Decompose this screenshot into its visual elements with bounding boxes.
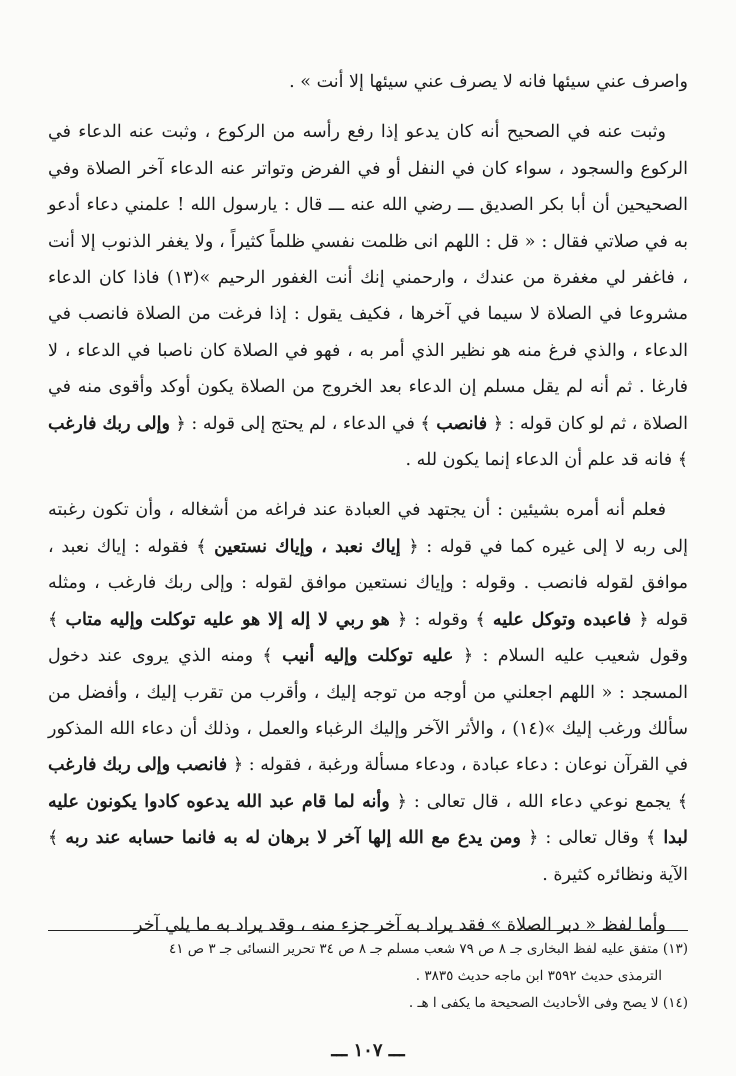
page-body <box>48 64 688 943</box>
text-line: يارسول الله ! علمني دعاء أدعو به في صلاتي فقال : « قل : اللهم انى ظلمت <box>48 195 688 252</box>
text-line: ﴾ في الدعاء ، لم يحتج إلى قوله : ﴿ <box>175 413 431 434</box>
footnote-14: (١٤) لا يصح وفى الأحاديث الصحيحة ما يكفى ا هـ . <box>408 995 688 1011</box>
text-line: نفسي ظلماً كثيراً ، ولا يغفر الذنوب إلا أنت ، فاغفر لي مغفرة من عندك ، <box>48 231 688 289</box>
text-line: آخر الصلاة وفي الصحيحين أن أبا بكر الصديق ـــ رضي الله عنه ـــ قال : <box>48 158 688 216</box>
text-line: فانه قد علم أن الدعاء إنما يكون لله . <box>405 450 673 471</box>
quran-quote: عليه توكلت وإليه أنيب <box>282 646 454 667</box>
text-line: وثبت عنه في الصحيح أنه كان يدعو إذا رفع رأسه من الركوع ، وثبت عنه <box>129 122 666 143</box>
text-line: ثم لو كان قوله : ﴿ <box>492 413 627 434</box>
text-line: ﴾ ومنه الذي <box>178 646 273 667</box>
quran-quote: فانصب وإلى ربك فارغب <box>48 755 228 776</box>
quran-quote: إلها آخر لا برهان له به فانما حسابه عند ربه <box>65 828 392 849</box>
text-line: ﴿ <box>396 791 407 812</box>
text-line: ﴾ <box>677 450 688 471</box>
text-line: واصرف عني سيئها فانه لا يصرف عني سيئها إلا أنت » . <box>289 72 688 92</box>
text-line: نعبد ، موافق لقوله فانصب . وقوله : وإياك نستعين موافق لقوله : وإلى ربك <box>48 536 688 594</box>
quran-quote: وإلى ربك فارغب <box>47 413 170 434</box>
text-line: فارغب ، ومثله قوله ﴿ <box>48 573 688 630</box>
text-line: ﴾ الآية ونظائره كثيرة . <box>48 828 688 885</box>
text-line: ﴾ وقوله : ﴿ <box>396 609 486 630</box>
quran-quote: إياك نعبد ، وإياك نستعين <box>214 536 401 557</box>
text-line: ورغبة ، فقوله : ﴿ <box>232 755 359 776</box>
text-line: رغبته إلى ربه لا إلى غيره كما في قوله : ﴿ <box>48 500 688 557</box>
quran-quote: فانصب <box>436 413 488 434</box>
text-line: فعلم أنه أمره بشيئين : أن يجتهد في العبادة عند فراغه من أشغاله ، وأن تكون <box>92 500 666 521</box>
text-line: منه هو نظير الذي أمر به ، فهو في الصلاة كان ناصبا في الدعاء ، لا فارغا . ثم أنه <box>48 340 688 398</box>
quran-quote: ومن يدع مع الله <box>398 828 521 849</box>
text-line: لم يقل مسلم إن الدعاء بعد الخروج من الصلاة يكون أوكد وأقوى منه في الصلاة ، <box>48 377 688 434</box>
text-line: ﴾ وقال تعالى : ﴿ <box>528 828 657 849</box>
paragraph-continued <box>48 64 688 100</box>
quran-quote: فاعبده وتوكل عليه <box>492 609 632 630</box>
footnote-divider <box>48 930 688 931</box>
text-line: وارحمني إنك أنت الغفور الرحيم »(١٣) فاذا كان الدعاء مشروعا في الصلاة لا سيما <box>48 268 688 325</box>
quran-quote: هو ربي لا إله إلا هو عليه توكلت <box>150 609 390 630</box>
page-number: ـــ ١٠٧ ـــ <box>331 1040 405 1061</box>
footnotes <box>48 936 688 1017</box>
text-line: والعمل ، وذلك أن دعاء الله المذكور في القرآن نوعان : دعاء عبادة ، ودعاء مسألة <box>48 718 688 776</box>
text-line: ﴾ وقول شعيب عليه السلام : ﴿ <box>48 609 688 667</box>
footnote-13-continued: الترمذى حديث ٣٥٩٢ ابن ماجه حديث ٣٨٣٥ . <box>415 968 662 984</box>
quran-quote: وأنه لما قام عبد الله يدعوه كادوا يكونون عليه لبدا <box>48 791 688 849</box>
paragraph-two-commands <box>48 492 688 892</box>
quran-quote: وإليه متاب <box>65 609 144 630</box>
text-line: ﴾ فقوله : إياك <box>96 536 207 557</box>
text-line: تقرب إليك ، وأفضل من سألك ورغب إليك »(١٤) ، والأثر الآخر وإليك الرغباء <box>48 682 688 739</box>
paragraph-prayer-supplication <box>48 114 688 478</box>
text-line: ﴾ يجمع نوعي دعاء الله ، قال تعالى : <box>413 791 688 812</box>
text-line: وأما لفظ « دبر الصلاة » فقد يراد به آخر جزء منه ، وقد يراد به ما يلي آخر <box>134 914 666 935</box>
text-line: في آخرها ، فكيف يقول : إذا فرغت من الصلاة فانصب في الدعاء ، والذي فرغ <box>48 304 688 361</box>
footnote-13: (١٣) متفق عليه لفظ البخارى جـ ٨ ص ٧٩ شعب مسلم جـ ٨ ص ٣٤ تحرير النسائى جـ ٣ ص ٤١ <box>169 941 688 957</box>
text-line: يروى عند دخول المسجد : « اللهم اجعلني من أوجه من توجه إليك ، وأقرب من <box>48 646 688 703</box>
text-line: الدعاء في الركوع والسجود ، سواء كان في النفل أو في الفرض وتواتر عنه الدعاء <box>48 122 688 179</box>
